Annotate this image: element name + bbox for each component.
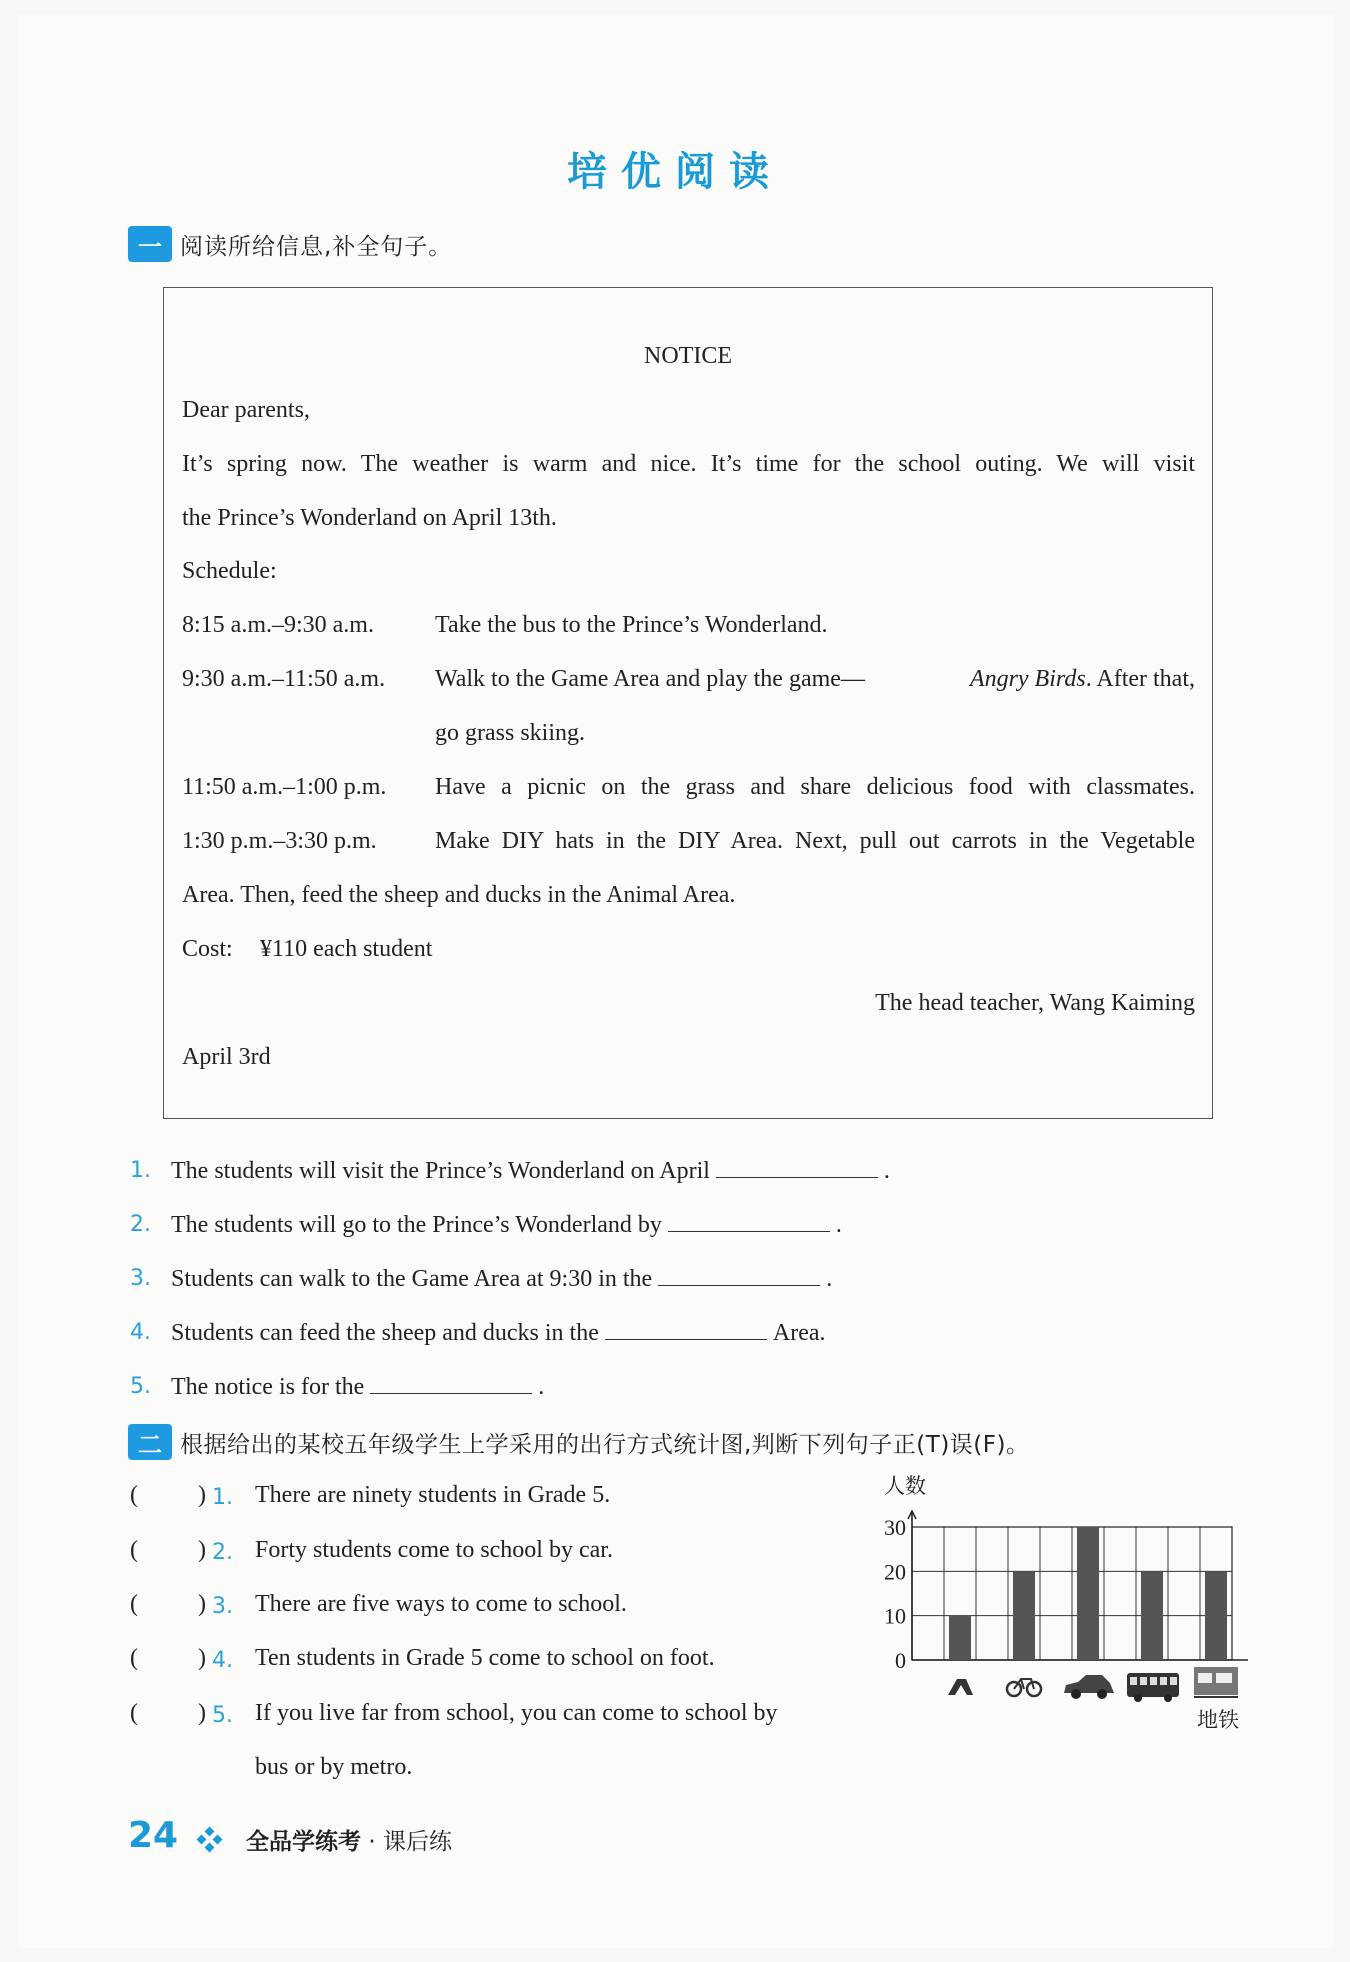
question-row bbox=[171, 1371, 544, 1401]
question-text: The notice is for the bbox=[171, 1374, 365, 1400]
question-number: 4. bbox=[130, 1320, 151, 1345]
schedule-activity-2-post: . After that, bbox=[1085, 666, 1195, 692]
question-suffix: . bbox=[538, 1374, 545, 1400]
y-tick-label: 20 bbox=[884, 1559, 906, 1585]
question-number: 3. bbox=[130, 1266, 151, 1291]
answer-blank[interactable] bbox=[668, 1209, 830, 1232]
answer-paren-close: ) bbox=[198, 1645, 206, 1671]
walking-icon bbox=[948, 1679, 973, 1695]
bus-window-icon bbox=[1170, 1677, 1177, 1685]
footer-dot: · bbox=[368, 1829, 376, 1855]
car-wheel-icon bbox=[1097, 1689, 1107, 1699]
question-number: 5. bbox=[212, 1703, 233, 1728]
page-title: 培优阅读 bbox=[567, 149, 783, 195]
footer-subtitle: 课后练 bbox=[382, 1829, 452, 1855]
question-number: 4. bbox=[212, 1648, 233, 1673]
answer-paren-close: ) bbox=[198, 1700, 206, 1726]
schedule-activity-4: Make DIY hats in the DIY Area. Next, pull out carrots in the Vegetable bbox=[435, 828, 1195, 854]
cost-label: Cost: bbox=[182, 936, 233, 962]
answer-paren-open[interactable]: ( bbox=[130, 1591, 138, 1617]
question-number: 1. bbox=[130, 1158, 151, 1183]
question-row bbox=[171, 1155, 890, 1185]
question-number: 3. bbox=[212, 1594, 233, 1619]
answer-paren-close: ) bbox=[198, 1537, 206, 1563]
bar-walking bbox=[949, 1616, 971, 1660]
section-2-instruction: 根据给出的某校五年级学生上学采用的出行方式统计图,判断下列句子正(T)误(F)。 bbox=[180, 1431, 1030, 1458]
bus-window-icon bbox=[1150, 1677, 1157, 1685]
question-text: The students will go to the Prince’s Wonderland by bbox=[171, 1212, 662, 1238]
answer-paren-open[interactable]: ( bbox=[130, 1482, 138, 1508]
diamond-logo-icon bbox=[196, 1826, 224, 1854]
schedule-activity-2-cont: go grass skiing. bbox=[435, 720, 585, 746]
question-row bbox=[171, 1263, 832, 1293]
section-1-badge: 一 bbox=[128, 226, 172, 262]
y-axis-label: 人数 bbox=[884, 1475, 926, 1498]
answer-paren-open[interactable]: ( bbox=[130, 1645, 138, 1671]
section-2-header bbox=[128, 1424, 1029, 1460]
y-tick-label: 10 bbox=[884, 1603, 906, 1629]
question-suffix: Area. bbox=[772, 1320, 826, 1346]
question-number: 1. bbox=[212, 1485, 233, 1510]
schedule-activity-4-cont: Area. Then, feed the sheep and ducks in the Animal Area. bbox=[182, 882, 736, 908]
car-icon bbox=[1064, 1675, 1114, 1693]
answer-paren-open[interactable]: ( bbox=[130, 1537, 138, 1563]
bus-wheel-icon bbox=[1134, 1694, 1142, 1702]
metro-window-icon bbox=[1216, 1673, 1232, 1683]
schedule-activity-2 bbox=[435, 664, 1195, 694]
question-number: 2. bbox=[212, 1540, 233, 1565]
question-text: There are five ways to come to school. bbox=[255, 1591, 627, 1617]
schedule-activity-3: Have a picnic on the grass and share delicious food with classmates. bbox=[435, 774, 1195, 800]
notice-intro-line1: It’s spring now. The weather is warm and nice. It’s time for the school outing. We will visit bbox=[182, 451, 1195, 477]
bar-metro bbox=[1205, 1571, 1227, 1660]
notice-heading: NOTICE bbox=[644, 343, 732, 369]
question-number: 5. bbox=[130, 1374, 151, 1399]
notice-date: April 3rd bbox=[182, 1044, 271, 1070]
schedule-time-4: 1:30 p.m.–3:30 p.m. bbox=[182, 828, 377, 854]
question-suffix: . bbox=[826, 1266, 833, 1292]
footer-brand-name: 全品学练考 bbox=[246, 1829, 361, 1855]
metro-window-icon bbox=[1198, 1673, 1212, 1683]
bar-bus bbox=[1141, 1571, 1163, 1660]
question-text: Ten students in Grade 5 come to school on foot. bbox=[255, 1645, 715, 1671]
section-1-header bbox=[128, 226, 452, 262]
question-suffix: . bbox=[835, 1212, 842, 1238]
schedule-time-1: 8:15 a.m.–9:30 a.m. bbox=[182, 612, 374, 638]
question-number: 2. bbox=[130, 1212, 151, 1237]
bus-window-icon bbox=[1130, 1677, 1137, 1685]
question-text: Students can walk to the Game Area at 9:30 in the bbox=[171, 1266, 653, 1292]
schedule-activity-2-game: Angry Birds bbox=[969, 666, 1086, 692]
bar-bike bbox=[1013, 1571, 1035, 1660]
notice-greeting: Dear parents, bbox=[182, 397, 310, 423]
transport-bar-chart bbox=[870, 1475, 1260, 1740]
answer-blank[interactable] bbox=[370, 1371, 532, 1394]
question-text: Forty students come to school by car. bbox=[255, 1537, 613, 1563]
question-text-cont: bus or by metro. bbox=[255, 1754, 413, 1780]
answer-blank[interactable] bbox=[658, 1263, 820, 1286]
schedule-activity-1: Take the bus to the Prince’s Wonderland. bbox=[435, 612, 828, 638]
question-text: The students will visit the Prince’s Wonderland on April bbox=[171, 1158, 710, 1184]
answer-paren-close: ) bbox=[198, 1482, 206, 1508]
notice-box bbox=[163, 287, 1213, 1119]
section-2-badge: 二 bbox=[128, 1424, 172, 1460]
schedule-time-3: 11:50 a.m.–1:00 p.m. bbox=[182, 774, 387, 800]
y-tick-label: 30 bbox=[884, 1515, 906, 1540]
bar-car bbox=[1077, 1527, 1099, 1660]
question-text: Students can feed the sheep and ducks in the bbox=[171, 1320, 599, 1346]
notice-intro-line2: the Prince’s Wonderland on April 13th. bbox=[182, 505, 557, 531]
answer-blank[interactable] bbox=[605, 1317, 767, 1340]
question-row bbox=[171, 1209, 842, 1239]
schedule-time-2: 9:30 a.m.–11:50 a.m. bbox=[182, 666, 386, 692]
schedule-label: Schedule: bbox=[182, 558, 277, 584]
question-suffix: . bbox=[883, 1158, 890, 1184]
section-1-instruction: 阅读所给信息,补全句子。 bbox=[180, 233, 453, 260]
bus-window-icon bbox=[1140, 1677, 1147, 1685]
answer-paren-close: ) bbox=[198, 1591, 206, 1617]
answer-paren-open[interactable]: ( bbox=[130, 1700, 138, 1726]
question-text: There are ninety students in Grade 5. bbox=[255, 1482, 611, 1508]
cost-value: ¥110 each student bbox=[260, 936, 433, 962]
question-row bbox=[171, 1317, 826, 1347]
answer-blank[interactable] bbox=[716, 1155, 878, 1178]
y-tick-label: 0 bbox=[895, 1648, 906, 1673]
schedule-activity-2-pre: Walk to the Game Area and play the game— bbox=[435, 666, 865, 692]
category-label-metro: 地铁 bbox=[1197, 1708, 1239, 1732]
notice-signature: The head teacher, Wang Kaiming bbox=[875, 990, 1195, 1016]
question-text: If you live far from school, you can come to school by bbox=[255, 1700, 778, 1726]
page-number: 24 bbox=[128, 1815, 179, 1856]
footer-brand bbox=[246, 1823, 452, 1856]
bus-window-icon bbox=[1160, 1677, 1167, 1685]
bus-wheel-icon bbox=[1164, 1694, 1172, 1702]
car-wheel-icon bbox=[1071, 1689, 1081, 1699]
